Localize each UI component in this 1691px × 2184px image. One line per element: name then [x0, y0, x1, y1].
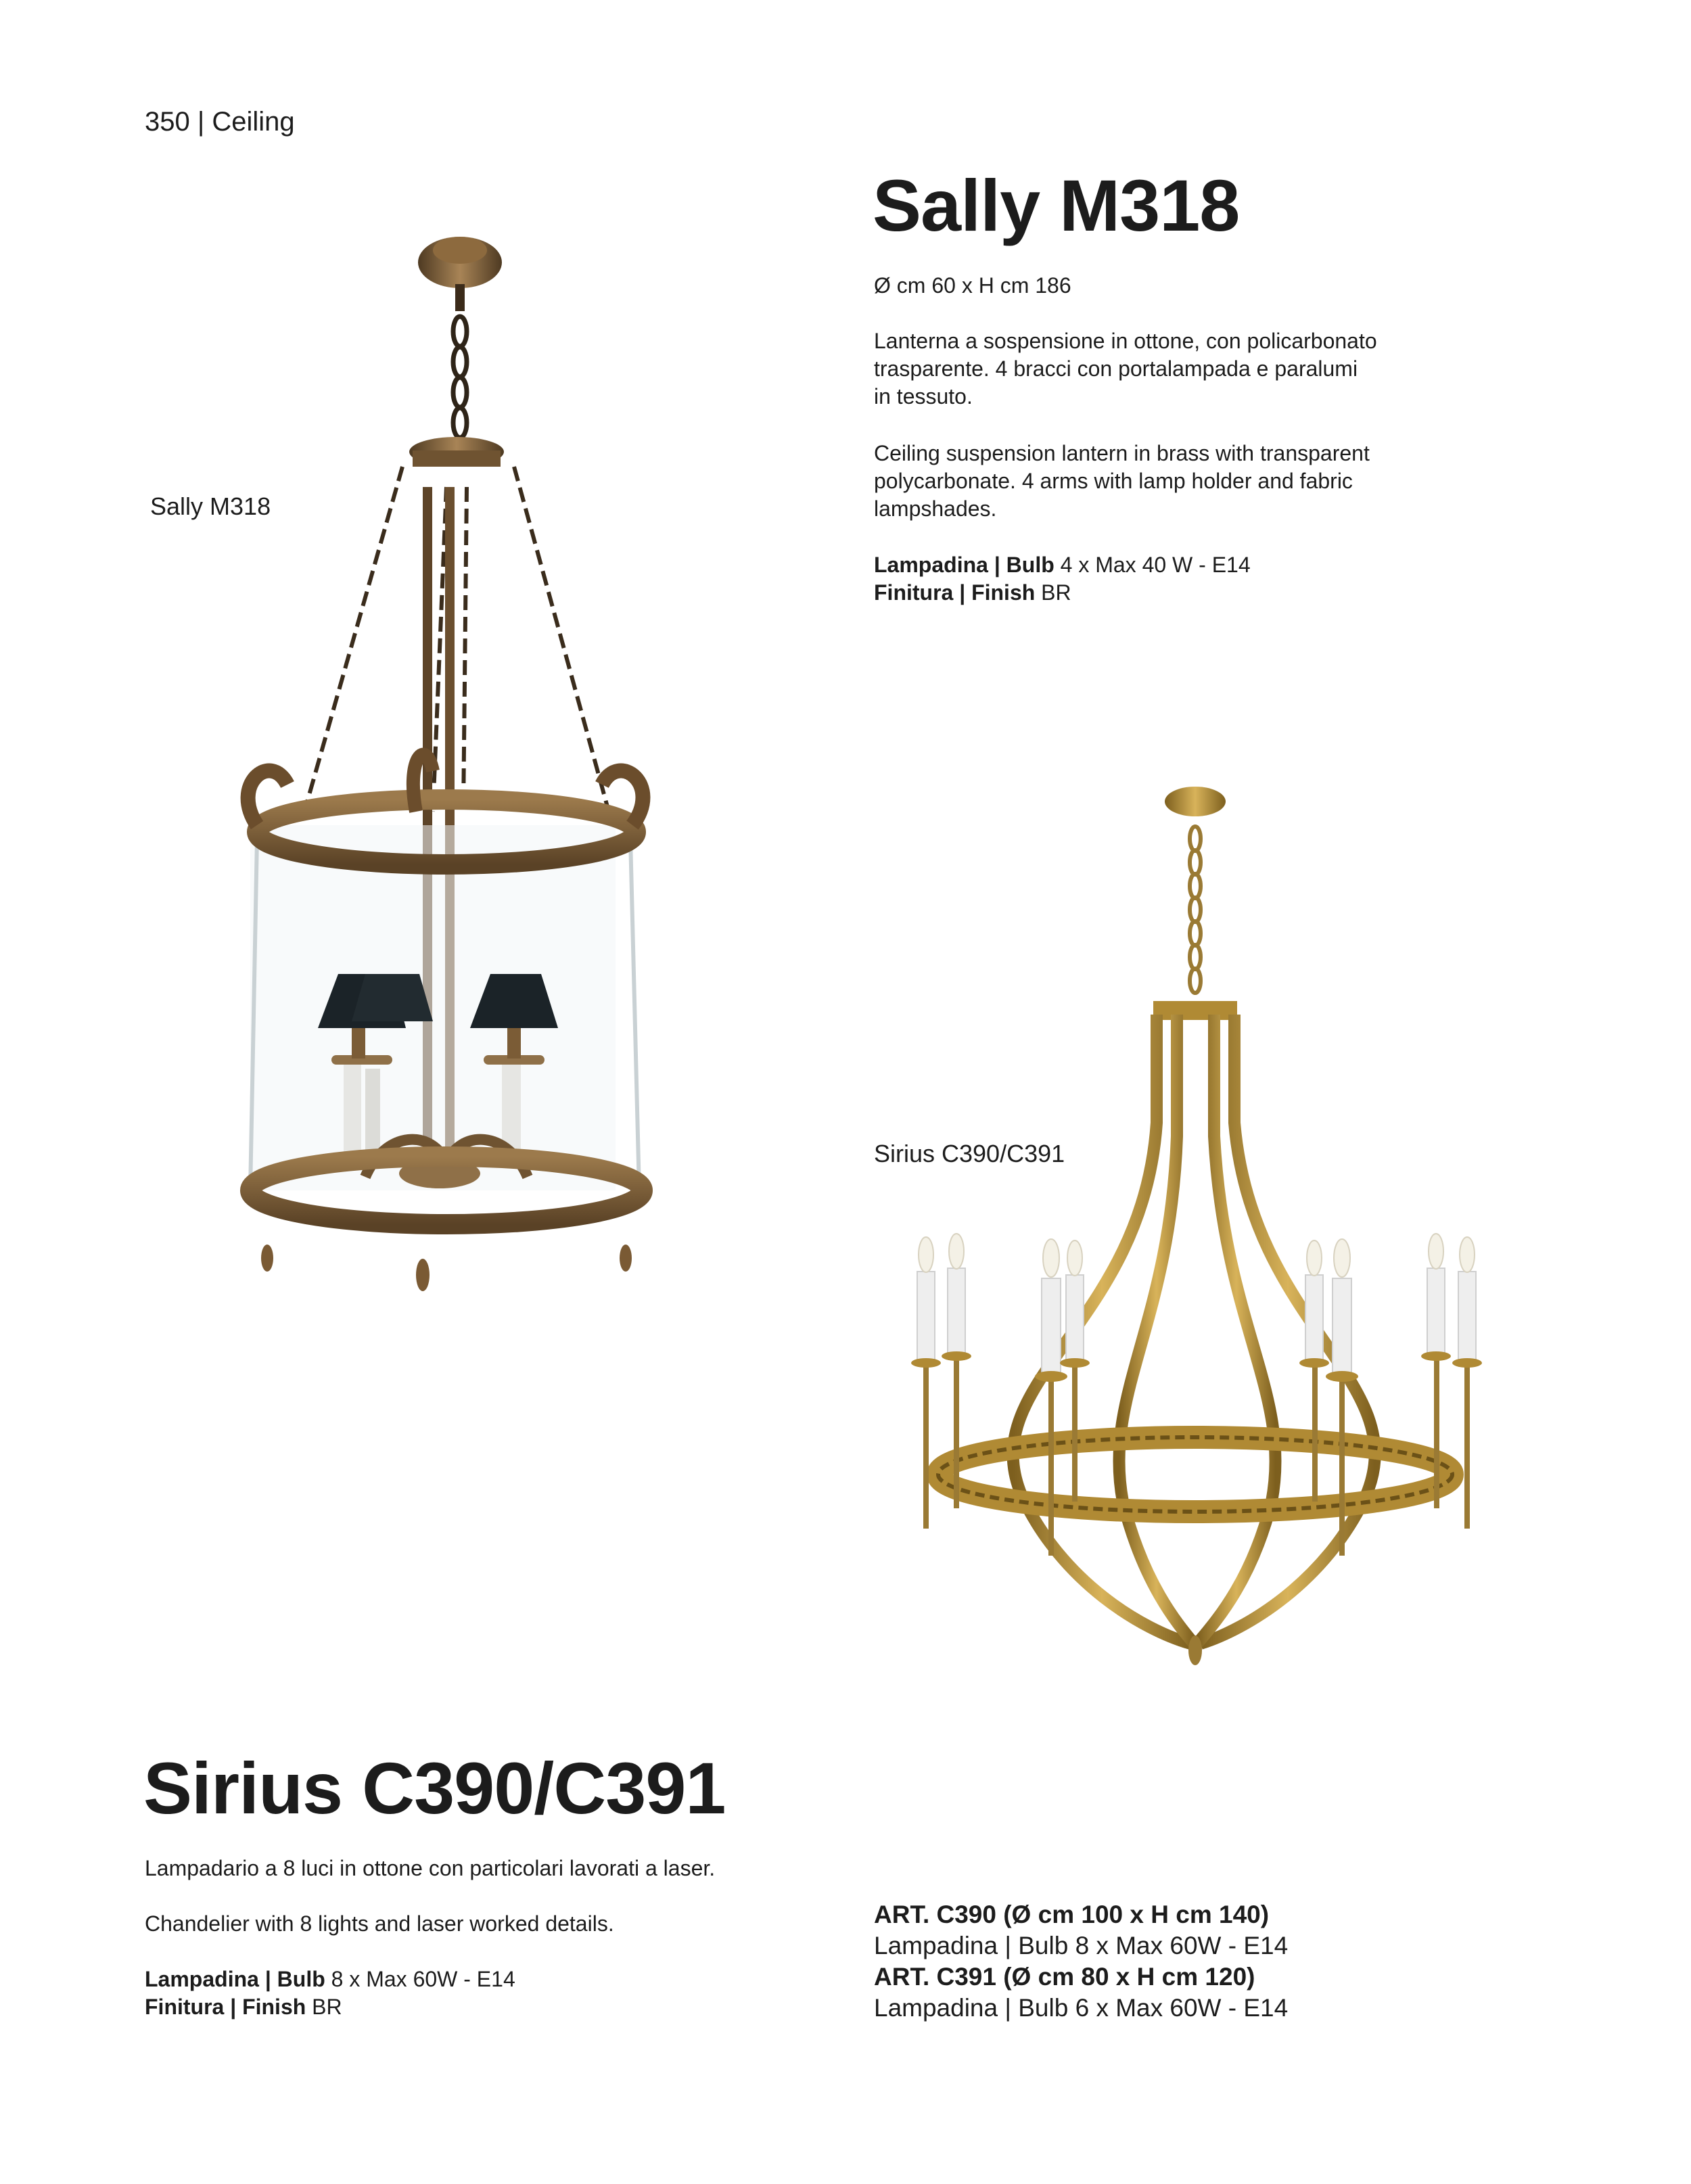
article-c390-bulb: Lampadina | Bulb 8 x Max 60W - E14 — [874, 1932, 1289, 1959]
sirius-caption: Sirius C390/C391 — [874, 1140, 1065, 1167]
sally-title: Sally M318 — [873, 164, 1240, 246]
header-separator: | — [189, 107, 212, 137]
page-header — [145, 107, 295, 137]
sally-description-en — [874, 440, 1370, 523]
bulb-value: 8 x Max 60W - E14 — [325, 1967, 515, 1991]
sirius-title: Sirius C390/C391 — [143, 1747, 726, 1829]
finish-label: Finitura | Finish — [874, 580, 1036, 605]
article-c390 — [874, 1899, 1288, 1930]
article-c391-bulb: Lampadina | Bulb 6 x Max 60W - E14 — [874, 1994, 1289, 2022]
sally-bulb-spec — [874, 551, 1251, 579]
article-c391 — [874, 1961, 1288, 1993]
sally-desc-it-line: Lanterna a sospensione in ottone, con policarbonato — [874, 329, 1377, 353]
bulb-label: Lampadina | Bulb — [145, 1967, 325, 1991]
sirius-desc-it: Lampadario a 8 luci in ottone con particolari lavorati a laser. — [145, 1856, 716, 1880]
sally-lantern-image — [230, 230, 676, 1312]
sally-description-it — [874, 327, 1377, 411]
sirius-desc-en: Chandelier with 8 lights and laser worked details. — [145, 1911, 614, 1936]
sally-finish-spec — [874, 579, 1251, 607]
page-number: 350 — [145, 107, 190, 137]
sirius-finish-spec — [145, 1993, 515, 2021]
sirius-bulb-spec — [145, 1966, 515, 1993]
sally-desc-en-line: polycarbonate. 4 arms with lamp holder and fabric — [874, 469, 1353, 493]
bulb-value: 4 x Max 40 W - E14 — [1054, 553, 1251, 577]
sally-specs — [874, 551, 1251, 607]
sirius-specs — [145, 1966, 515, 2021]
sirius-chandelier-image — [900, 785, 1481, 1772]
sally-caption: Sally M318 — [150, 492, 271, 520]
finish-value: BR — [1035, 580, 1071, 605]
sally-desc-en-line: Ceiling suspension lantern in brass with transparent — [874, 441, 1370, 465]
sirius-articles — [874, 1899, 1288, 2024]
finish-value: BR — [306, 1995, 342, 2019]
section-name: Ceiling — [212, 107, 295, 137]
article-code: ART. C390 (Ø cm 100 x H cm 140) — [874, 1901, 1270, 1928]
finish-label: Finitura | Finish — [145, 1995, 306, 2019]
article-code: ART. C391 (Ø cm 80 x H cm 120) — [874, 1963, 1255, 1991]
sally-dimensions: Ø cm 60 x H cm 186 — [874, 273, 1071, 298]
bulb-label: Lampadina | Bulb — [874, 553, 1055, 577]
sally-desc-en-line: lampshades. — [874, 496, 997, 521]
sally-desc-it-line: trasparente. 4 bracci con portalampada e paralumi — [874, 356, 1358, 381]
sally-desc-it-line: in tessuto. — [874, 384, 973, 409]
